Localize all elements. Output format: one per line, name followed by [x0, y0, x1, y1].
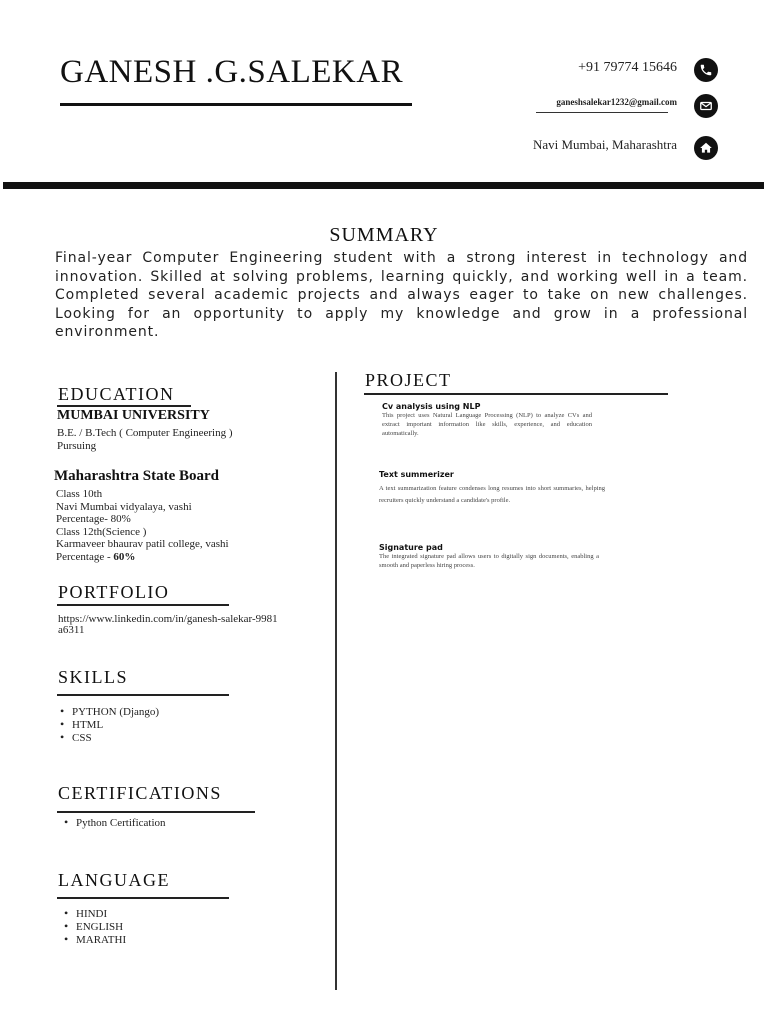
project-name: Cv analysis using NLP: [382, 402, 481, 411]
phone-number: +91 79774 15646: [578, 60, 677, 75]
certifications-underline: [57, 811, 255, 813]
project-item: [379, 543, 599, 570]
skills-heading: SKILLS: [58, 667, 129, 687]
list-item: • CSS: [58, 732, 159, 745]
school-10: Navi Mumbai vidyalaya, vashi: [56, 500, 192, 513]
linkedin-link[interactable]: https://www.linkedin.com/in/ganesh-salekar-9981a6311: [58, 613, 278, 636]
certifications-list: [62, 817, 166, 830]
summary-heading: SUMMARY: [329, 224, 439, 246]
project-description: This project uses Natural Language Processing (NLP) to analyze CVs and extract important information like skills, experience, and education automatically.: [382, 412, 592, 437]
university-name: MUMBAI UNIVERSITY: [57, 408, 210, 423]
column-divider: [335, 372, 337, 990]
list-item: • HINDI: [62, 908, 126, 921]
board-name: Maharashtra State Board: [54, 468, 219, 484]
home-icon: [694, 136, 718, 160]
class-10: Class 10th: [56, 488, 103, 500]
header-divider: [3, 182, 764, 189]
project-item: [382, 402, 592, 438]
school-12: Karmaveer bhaurav patil college, vashi: [56, 538, 229, 551]
skills-list: [58, 706, 159, 745]
email-underline: [536, 112, 668, 113]
summary-text: Final-year Computer Engineering student with a strong interest in technology and innovation. Skilled at solving problems, learning quickly, and working well in a team. Completed several academic projects and always eager to take on new challenges. Looking for an opportunity to apply my knowledge and grow in a professional environment.: [55, 250, 748, 340]
language-list: [62, 908, 126, 947]
portfolio-heading: PORTFOLIO: [58, 582, 170, 602]
language-heading: LANGUAGE: [58, 870, 170, 890]
address: Navi Mumbai, Maharashtra: [532, 137, 677, 152]
email-address[interactable]: ganeshsalekar1232@gmail.com: [556, 97, 677, 107]
email-icon: [694, 94, 718, 118]
list-item: • MARATHI: [62, 934, 126, 947]
certifications-heading: CERTIFICATIONS: [58, 783, 222, 803]
candidate-name: GANESH .G.SALEKAR: [60, 54, 404, 90]
project-name: Text summerizer: [379, 470, 454, 479]
degree-status: Pursuing: [57, 439, 97, 452]
percentage-12: Percentage - 60%: [56, 550, 136, 563]
project-item: [379, 470, 605, 507]
education-heading: EDUCATION: [58, 384, 175, 404]
list-item: • Python Certification: [62, 817, 166, 830]
project-description: A text summarization feature condenses long resumes into short summaries, helping recruiters quickly understand a candidate's profile.: [379, 485, 605, 504]
phone-icon: [694, 58, 718, 82]
list-item: • ENGLISH: [62, 921, 126, 934]
education-underline: [57, 405, 191, 407]
project-description: The integrated signature pad allows users to digitally sign documents, enabling a smooth and paperless hiring process.: [379, 553, 599, 569]
skills-underline: [57, 694, 229, 696]
project-name: Signature pad: [379, 543, 443, 552]
project-heading: PROJECT: [365, 370, 452, 390]
project-underline: [364, 393, 668, 395]
portfolio-underline: [57, 604, 229, 606]
list-item: • HTML: [58, 719, 159, 732]
name-underline: [60, 103, 412, 106]
degree: B.E. / B.Tech ( Computer Engineering ): [57, 427, 233, 439]
percentage-10: Percentage- 80%: [56, 513, 131, 526]
list-item: • PYTHON (Django): [58, 706, 159, 719]
class-12: Class 12th(Science ): [56, 525, 147, 538]
language-underline: [57, 897, 229, 899]
